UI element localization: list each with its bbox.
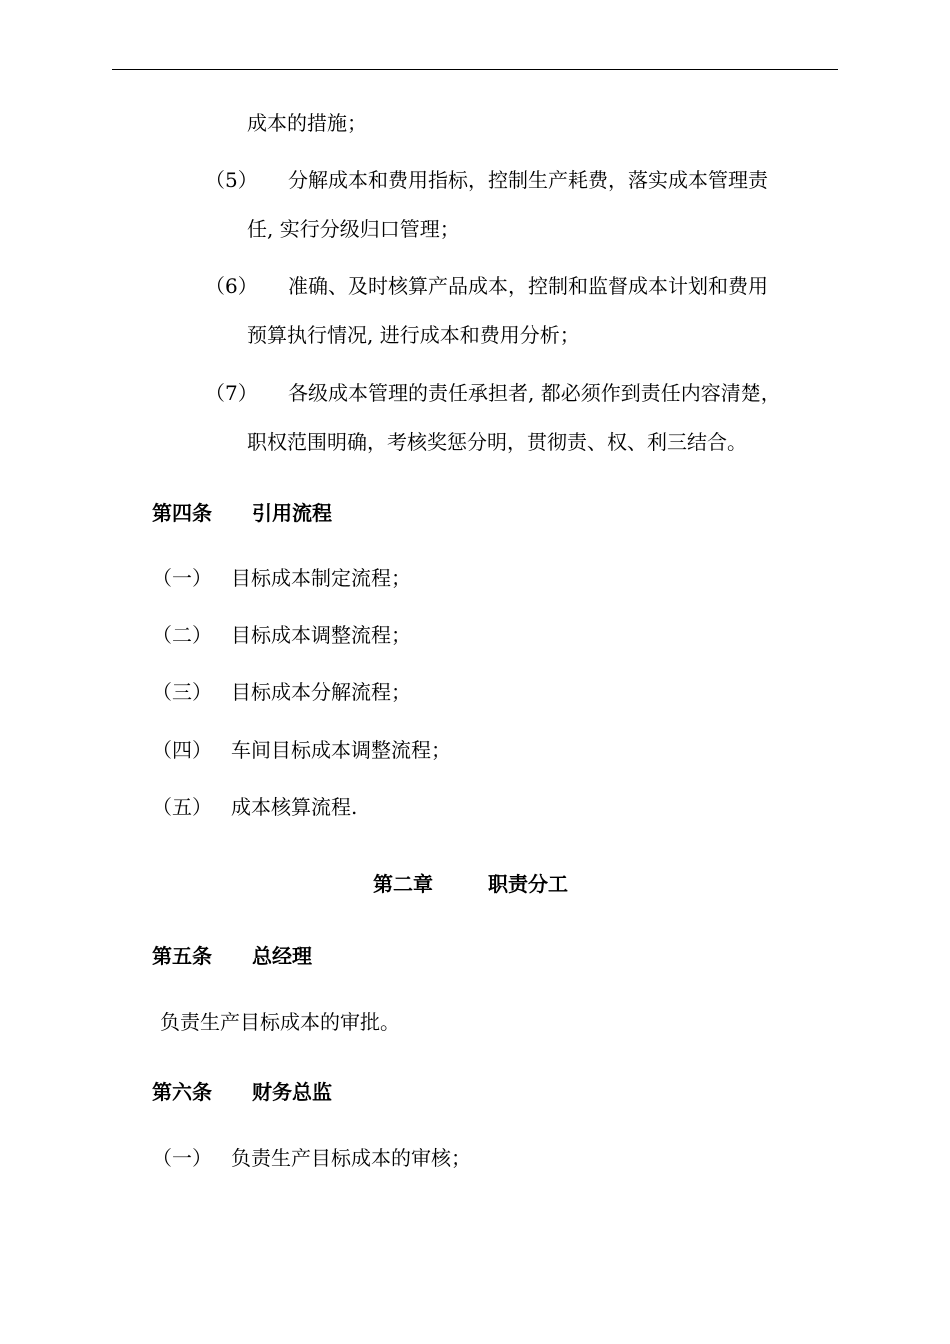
list-item-number: （三） xyxy=(152,680,212,704)
list-item-number: （一） xyxy=(152,1146,212,1170)
list-item-text: 负责生产目标成本的审核； xyxy=(231,1146,471,1170)
item-number: （7） xyxy=(205,381,258,405)
list-item-number: （二） xyxy=(152,623,212,647)
article-body: 负责生产目标成本的审批。 xyxy=(160,1010,400,1034)
article-label: 第五条 xyxy=(152,944,212,968)
item-number: （6） xyxy=(205,274,258,298)
list-item-text: 目标成本分解流程； xyxy=(231,680,411,704)
list-item-text: 成本核算流程. xyxy=(231,795,358,819)
chapter-title: 职责分工 xyxy=(488,872,568,896)
header-rule xyxy=(112,69,838,70)
list-item-text: 目标成本调整流程； xyxy=(231,623,411,647)
item-text-line2: 预算执行情况, 进行成本和费用分析； xyxy=(247,323,580,347)
list-item-number: （四） xyxy=(152,738,212,762)
chapter-label: 第二章 xyxy=(373,872,433,896)
list-item-text: 目标成本制定流程； xyxy=(231,566,411,590)
item-text-line1: 分解成本和费用指标，控制生产耗费，落实成本管理责 xyxy=(288,168,768,192)
list-item-number: （五） xyxy=(152,795,212,819)
item-number: （5） xyxy=(205,168,258,192)
list-item-text: 车间目标成本调整流程； xyxy=(231,738,451,762)
list-item-number: （一） xyxy=(152,566,212,590)
article-label: 第四条 xyxy=(152,501,212,525)
item-text-line1: 准确、及时核算产品成本，控制和监督成本计划和费用 xyxy=(288,274,768,298)
continued-line: 成本的措施； xyxy=(247,111,367,135)
article-label: 第六条 xyxy=(152,1080,212,1104)
article-title: 引用流程 xyxy=(252,501,332,525)
item-text-line1: 各级成本管理的责任承担者, 都必须作到责任内容清楚， xyxy=(288,381,781,405)
item-text-line2: 任, 实行分级归口管理； xyxy=(247,217,460,241)
item-text-line2: 职权范围明确，考核奖惩分明，贯彻责、权、利三结合。 xyxy=(247,430,747,454)
article-title: 总经理 xyxy=(252,944,312,968)
article-title: 财务总监 xyxy=(252,1080,332,1104)
